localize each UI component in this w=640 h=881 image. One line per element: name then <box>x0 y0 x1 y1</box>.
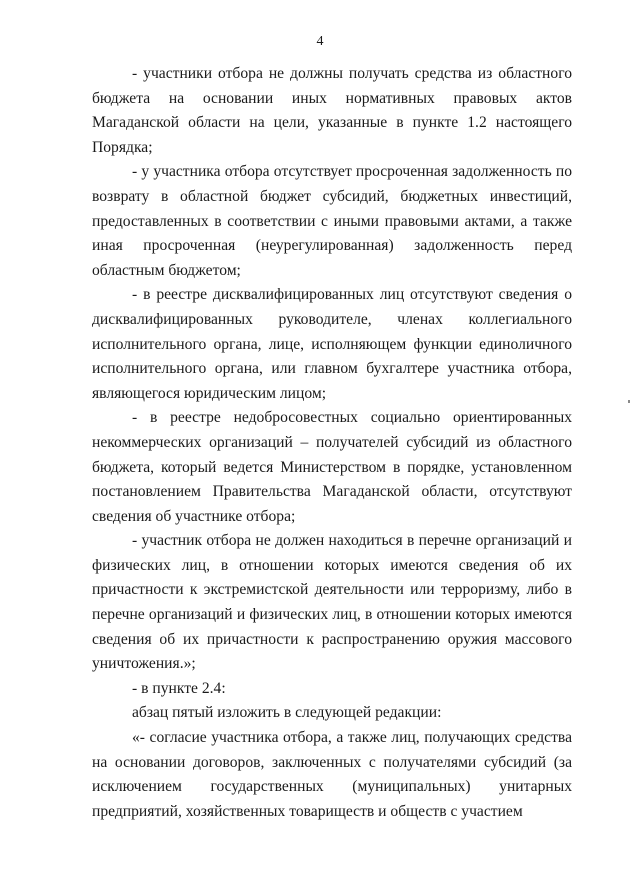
page-number: 4 <box>316 34 324 49</box>
paragraph-no-overdue-debt: - у участника отбора отсутствует просроченная задолженность по возврату в областной бюджет субсидий, бюджетных инвестиций, предоставленных в соответствии с иными правовыми актами, а также иная просроченная (неурегулированная) задолженность перед областным бюджетом; <box>92 163 572 279</box>
paragraph-extremism-terrorism-list: - участник отбора не должен находиться в перечне организаций и физических лиц, в отношении которых имеются сведения об их причастности к экстремистской деятельности или терроризму, либо в перечне организаций и физических лиц, в отношении которых имеются сведения об их причастности к распространению оружия массового уничтожения.»; <box>92 532 572 673</box>
paragraph-clause-2-4: - в пункте 2.4: <box>132 679 226 697</box>
paragraph-fifth-indent-edit: абзац пятый изложить в следующей редакции: <box>132 704 442 722</box>
paragraph-disqualified-persons-registry: - в реестре дисквалифицированных лиц отсутствуют сведения о дисквалифицированных руководителе, членах коллегиального исполнительного органа, лице, исполняющем функции единоличного исполнительного органа, или главном бухгалтере участника отбора, являющегося юридическим лицом; <box>92 286 572 402</box>
document-body <box>92 62 572 824</box>
paragraph-no-other-budget-funds: - участники отбора не должны получать средства из областного бюджета на основании иных нормативных правовых актов Магаданской области на цели, указанные в пункте 1.2 настоящего Порядка; <box>92 65 572 156</box>
paragraph-consent: «- согласие участника отбора, а также лиц, получающих средства на основании договоров, заключенных с получателями субсидий (за исключением государственных (муниципальных) унитарных предприятий, хозяйственных товариществ и обществ с участием <box>92 729 572 820</box>
scan-speck <box>628 400 630 403</box>
paragraph-unfair-nko-registry: - в реестре недобросовестных социально ориентированных некоммерческих организаций – получателей субсидий из областного бюджета, который ведется Министерством в порядке, установленном постановлением Правительства Магаданской области, отсутствуют сведения об участнике отбора; <box>92 409 572 525</box>
